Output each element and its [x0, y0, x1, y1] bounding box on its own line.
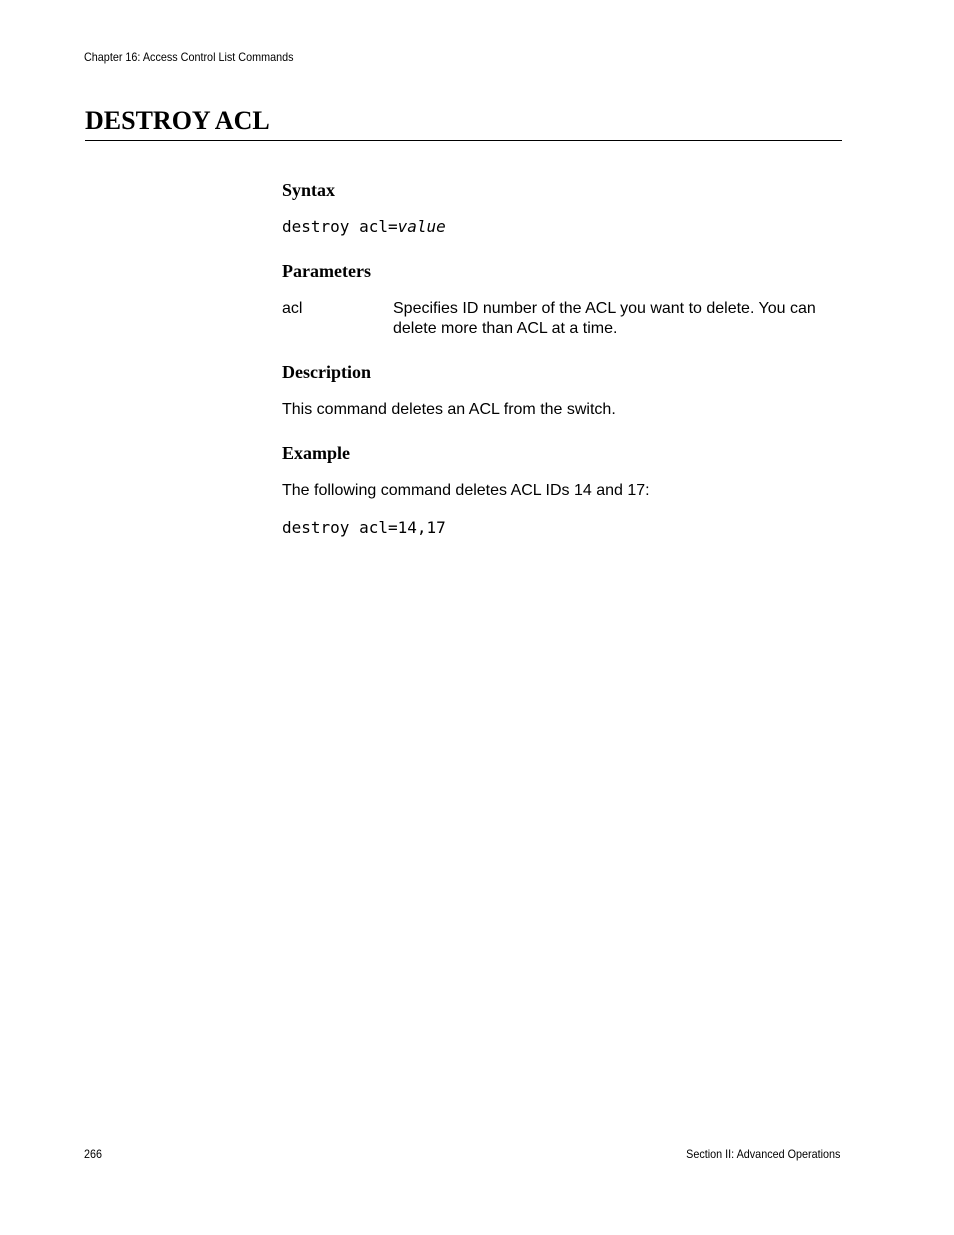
page-title: DESTROY ACL — [85, 106, 270, 135]
example-heading: Example — [282, 443, 351, 463]
page-number: 266 — [84, 1147, 103, 1161]
example-intro: The following command deletes ACL IDs 14 and 17: — [282, 482, 650, 499]
parameters-heading: Parameters — [282, 261, 371, 281]
parameter-description: Specifies ID number of the ACL you want to delete. You can delete more than ACL at a time. — [393, 300, 816, 337]
example-command: destroy acl=14,17 — [282, 518, 446, 537]
parameter-name: acl — [282, 300, 303, 317]
description-heading: Description — [282, 362, 371, 382]
syntax-command — [282, 216, 446, 238]
title-divider — [85, 140, 842, 141]
footer-section: Section II: Advanced Operations — [685, 1147, 840, 1161]
syntax-variable: value — [397, 217, 446, 236]
running-header: Chapter 16: Access Control List Commands — [84, 50, 294, 64]
syntax-heading: Syntax — [282, 180, 336, 200]
syntax-command-text: destroy acl= — [282, 217, 398, 236]
description-text: This command deletes an ACL from the switch. — [282, 401, 616, 418]
